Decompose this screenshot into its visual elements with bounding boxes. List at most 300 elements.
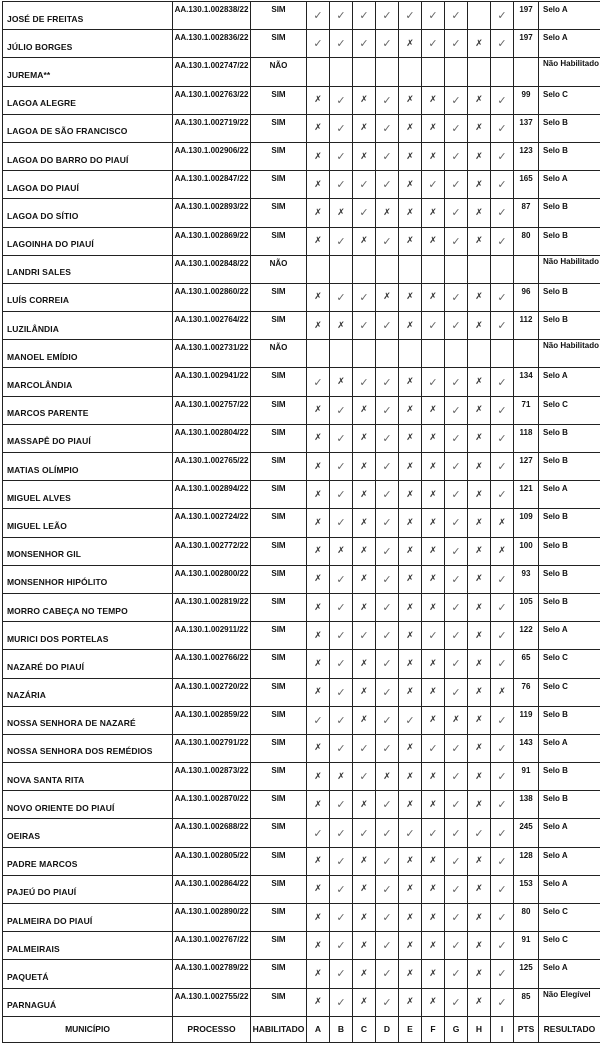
check-icon: ✓	[376, 847, 399, 875]
resultado-cell: Selo A	[539, 171, 600, 199]
municipio-cell: LAGOA ALEGRE	[3, 86, 173, 114]
processo-cell: AA.130.1.002747/22	[173, 58, 251, 86]
pts-cell: 93	[514, 565, 539, 593]
habilitado-cell: SIM	[251, 847, 307, 875]
cross-icon: ✗	[307, 114, 330, 142]
check-icon: ✓	[330, 960, 353, 988]
pts-cell: 125	[514, 960, 539, 988]
table-row	[3, 255, 600, 283]
pts-cell: 87	[514, 199, 539, 227]
pts-cell: 137	[514, 114, 539, 142]
cross-icon: ✗	[307, 142, 330, 170]
criterion-b-empty	[330, 340, 353, 368]
pts-cell: 119	[514, 706, 539, 734]
habilitado-cell: SIM	[251, 30, 307, 58]
check-icon: ✓	[330, 622, 353, 650]
municipio-cell: PARNAGUÁ	[3, 988, 173, 1016]
check-icon: ✓	[445, 114, 468, 142]
cross-icon: ✗	[399, 593, 422, 621]
check-icon: ✓	[422, 30, 445, 58]
pts-cell: 245	[514, 819, 539, 847]
processo-cell: AA.130.1.002911/22	[173, 622, 251, 650]
check-icon: ✓	[422, 2, 445, 30]
cross-icon: ✗	[307, 509, 330, 537]
check-icon: ✓	[330, 481, 353, 509]
cross-icon: ✗	[307, 312, 330, 340]
municipio-cell: PAJEÚ DO PIAUÍ	[3, 875, 173, 903]
check-icon: ✓	[491, 565, 514, 593]
check-icon: ✓	[422, 819, 445, 847]
col-header-e: E	[399, 1016, 422, 1042]
check-icon: ✓	[330, 171, 353, 199]
processo-cell: AA.130.1.002731/22	[173, 340, 251, 368]
cross-icon: ✗	[353, 988, 376, 1016]
check-icon: ✓	[445, 791, 468, 819]
check-icon: ✓	[376, 904, 399, 932]
check-icon: ✓	[376, 424, 399, 452]
check-icon: ✓	[491, 368, 514, 396]
table-row	[3, 509, 600, 537]
cross-icon: ✗	[422, 565, 445, 593]
table-row	[3, 58, 600, 86]
check-icon: ✓	[353, 283, 376, 311]
processo-cell: AA.130.1.002764/22	[173, 312, 251, 340]
municipio-cell: PAQUETÁ	[3, 960, 173, 988]
table-row	[3, 791, 600, 819]
cross-icon: ✗	[307, 932, 330, 960]
habilitado-cell: SIM	[251, 142, 307, 170]
habilitado-cell: SIM	[251, 2, 307, 30]
cross-icon: ✗	[468, 86, 491, 114]
municipio-cell: NOVO ORIENTE DO PIAUÍ	[3, 791, 173, 819]
col-header-processo: PROCESSO	[173, 1016, 251, 1042]
habilitado-cell: SIM	[251, 481, 307, 509]
habilitado-cell: SIM	[251, 199, 307, 227]
cross-icon: ✗	[399, 509, 422, 537]
processo-cell: AA.130.1.002870/22	[173, 791, 251, 819]
cross-icon: ✗	[307, 171, 330, 199]
table-header-row	[3, 1016, 600, 1042]
cross-icon: ✗	[307, 847, 330, 875]
check-icon: ✓	[376, 481, 399, 509]
habilitado-cell: SIM	[251, 791, 307, 819]
check-icon: ✓	[445, 678, 468, 706]
check-icon: ✓	[445, 537, 468, 565]
cross-icon: ✗	[468, 593, 491, 621]
processo-cell: AA.130.1.002763/22	[173, 86, 251, 114]
cross-icon: ✗	[422, 509, 445, 537]
criterion-d-empty	[376, 58, 399, 86]
table-row	[3, 86, 600, 114]
cross-icon: ✗	[353, 142, 376, 170]
cross-icon: ✗	[468, 904, 491, 932]
table-row	[3, 283, 600, 311]
check-icon: ✓	[445, 932, 468, 960]
cross-icon: ✗	[399, 537, 422, 565]
cross-icon: ✗	[399, 847, 422, 875]
municipio-cell: JUREMA**	[3, 58, 173, 86]
table-row	[3, 30, 600, 58]
cross-icon: ✗	[399, 142, 422, 170]
municipio-cell: MARCOS PARENTE	[3, 396, 173, 424]
check-icon: ✓	[491, 791, 514, 819]
check-icon: ✓	[491, 960, 514, 988]
cross-icon: ✗	[376, 199, 399, 227]
cross-icon: ✗	[468, 283, 491, 311]
cross-icon: ✗	[468, 142, 491, 170]
cross-icon: ✗	[468, 481, 491, 509]
cross-icon: ✗	[399, 565, 422, 593]
pts-cell: 118	[514, 424, 539, 452]
cross-icon: ✗	[353, 791, 376, 819]
table-row	[3, 706, 600, 734]
cross-icon: ✗	[399, 932, 422, 960]
check-icon: ✓	[376, 142, 399, 170]
cross-icon: ✗	[422, 875, 445, 903]
check-icon: ✓	[445, 565, 468, 593]
habilitado-cell: SIM	[251, 734, 307, 762]
table-row	[3, 734, 600, 762]
cross-icon: ✗	[422, 593, 445, 621]
processo-cell: AA.130.1.002755/22	[173, 988, 251, 1016]
check-icon: ✓	[491, 481, 514, 509]
cross-icon: ✗	[399, 904, 422, 932]
cross-icon: ✗	[468, 622, 491, 650]
cross-icon: ✗	[353, 227, 376, 255]
processo-cell: AA.130.1.002836/22	[173, 30, 251, 58]
municipio-cell: LAGOA DO PIAUÍ	[3, 171, 173, 199]
pts-cell: 122	[514, 622, 539, 650]
check-icon: ✓	[353, 2, 376, 30]
processo-cell: AA.130.1.002859/22	[173, 706, 251, 734]
check-icon: ✓	[330, 847, 353, 875]
table-row	[3, 650, 600, 678]
cross-icon: ✗	[353, 424, 376, 452]
pts-cell: 76	[514, 678, 539, 706]
criterion-i-empty	[491, 255, 514, 283]
municipio-cell: PALMEIRAIS	[3, 932, 173, 960]
cross-icon: ✗	[353, 650, 376, 678]
processo-cell: AA.130.1.002941/22	[173, 368, 251, 396]
municipio-cell: OEIRAS	[3, 819, 173, 847]
processo-cell: AA.130.1.002791/22	[173, 734, 251, 762]
table-row	[3, 593, 600, 621]
check-icon: ✓	[353, 312, 376, 340]
pts-cell: 128	[514, 847, 539, 875]
check-icon: ✓	[491, 819, 514, 847]
habilitado-cell: NÃO	[251, 340, 307, 368]
col-header-f: F	[422, 1016, 445, 1042]
cross-icon: ✗	[307, 875, 330, 903]
check-icon: ✓	[445, 819, 468, 847]
check-icon: ✓	[307, 2, 330, 30]
habilitado-cell: NÃO	[251, 255, 307, 283]
municipio-cell: PALMEIRA DO PIAUÍ	[3, 904, 173, 932]
check-icon: ✓	[422, 312, 445, 340]
cross-icon: ✗	[353, 114, 376, 142]
cross-icon: ✗	[468, 227, 491, 255]
pts-cell: 91	[514, 932, 539, 960]
cross-icon: ✗	[468, 650, 491, 678]
check-icon: ✓	[307, 368, 330, 396]
cross-icon: ✗	[422, 396, 445, 424]
check-icon: ✓	[445, 171, 468, 199]
municipio-cell: JOSÉ DE FREITAS	[3, 2, 173, 30]
cross-icon: ✗	[307, 904, 330, 932]
cross-icon: ✗	[307, 791, 330, 819]
check-icon: ✓	[445, 875, 468, 903]
check-icon: ✓	[376, 312, 399, 340]
table-row	[3, 678, 600, 706]
processo-cell: AA.130.1.002719/22	[173, 114, 251, 142]
resultado-cell: Selo B	[539, 199, 600, 227]
cross-icon: ✗	[307, 593, 330, 621]
habilitado-cell: SIM	[251, 565, 307, 593]
check-icon: ✓	[445, 650, 468, 678]
cross-icon: ✗	[468, 734, 491, 762]
municipio-cell: MURICI DOS PORTELAS	[3, 622, 173, 650]
processo-cell: AA.130.1.002860/22	[173, 283, 251, 311]
cross-icon: ✗	[307, 396, 330, 424]
cross-icon: ✗	[399, 368, 422, 396]
habilitado-cell: SIM	[251, 368, 307, 396]
check-icon: ✓	[330, 593, 353, 621]
table-row	[3, 453, 600, 481]
resultado-cell: Selo B	[539, 453, 600, 481]
resultado-cell: Selo B	[539, 312, 600, 340]
check-icon: ✓	[422, 734, 445, 762]
cross-icon: ✗	[468, 312, 491, 340]
table-row	[3, 932, 600, 960]
col-header-i: I	[491, 1016, 514, 1042]
check-icon: ✓	[491, 283, 514, 311]
check-icon: ✓	[376, 734, 399, 762]
cross-icon: ✗	[422, 960, 445, 988]
habilitado-cell: NÃO	[251, 58, 307, 86]
cross-icon: ✗	[307, 283, 330, 311]
check-icon: ✓	[353, 171, 376, 199]
cross-icon: ✗	[422, 424, 445, 452]
municipio-cell: JÚLIO BORGES	[3, 30, 173, 58]
cross-icon: ✗	[422, 678, 445, 706]
habilitado-cell: SIM	[251, 678, 307, 706]
cross-icon: ✗	[307, 763, 330, 791]
processo-cell: AA.130.1.002688/22	[173, 819, 251, 847]
cross-icon: ✗	[307, 453, 330, 481]
check-icon: ✓	[330, 396, 353, 424]
habilitado-cell: SIM	[251, 593, 307, 621]
check-icon: ✓	[307, 819, 330, 847]
col-header-b: B	[330, 1016, 353, 1042]
check-icon: ✓	[330, 932, 353, 960]
cross-icon: ✗	[307, 227, 330, 255]
check-icon: ✓	[376, 2, 399, 30]
cross-icon: ✗	[468, 706, 491, 734]
cross-icon: ✗	[422, 650, 445, 678]
resultado-cell: Selo A	[539, 481, 600, 509]
cross-icon: ✗	[468, 932, 491, 960]
cross-icon: ✗	[422, 283, 445, 311]
cross-icon: ✗	[468, 171, 491, 199]
resultado-cell: Selo B	[539, 509, 600, 537]
check-icon: ✓	[491, 932, 514, 960]
cross-icon: ✗	[468, 960, 491, 988]
cross-icon: ✗	[491, 678, 514, 706]
check-icon: ✓	[376, 678, 399, 706]
habilitado-cell: SIM	[251, 622, 307, 650]
cross-icon: ✗	[353, 678, 376, 706]
cross-icon: ✗	[399, 763, 422, 791]
cross-icon: ✗	[353, 481, 376, 509]
cross-icon: ✗	[422, 481, 445, 509]
check-icon: ✓	[399, 819, 422, 847]
cross-icon: ✗	[353, 86, 376, 114]
check-icon: ✓	[330, 2, 353, 30]
cross-icon: ✗	[468, 424, 491, 452]
cross-icon: ✗	[422, 904, 445, 932]
check-icon: ✓	[445, 86, 468, 114]
check-icon: ✓	[491, 650, 514, 678]
resultado-cell: Selo A	[539, 875, 600, 903]
resultado-cell: Selo A	[539, 847, 600, 875]
check-icon: ✓	[330, 227, 353, 255]
pts-cell: 127	[514, 453, 539, 481]
check-icon: ✓	[376, 30, 399, 58]
processo-cell: AA.130.1.002805/22	[173, 847, 251, 875]
check-icon: ✓	[491, 904, 514, 932]
criterion-h-empty	[468, 340, 491, 368]
resultado-cell: Selo A	[539, 960, 600, 988]
criterion-b-empty	[330, 58, 353, 86]
municipio-cell: NOVA SANTA RITA	[3, 763, 173, 791]
check-icon: ✓	[330, 650, 353, 678]
cross-icon: ✗	[399, 199, 422, 227]
municipio-cell: MASSAPÊ DO PIAUÍ	[3, 424, 173, 452]
check-icon: ✓	[376, 960, 399, 988]
check-icon: ✓	[445, 283, 468, 311]
resultado-cell: Selo A	[539, 622, 600, 650]
table-row	[3, 819, 600, 847]
check-icon: ✓	[353, 368, 376, 396]
resultado-cell: Selo B	[539, 114, 600, 142]
criterion-a-empty	[307, 340, 330, 368]
cross-icon: ✗	[307, 960, 330, 988]
pts-cell: 123	[514, 142, 539, 170]
habilitado-cell: SIM	[251, 819, 307, 847]
resultado-cell: Selo A	[539, 734, 600, 762]
check-icon: ✓	[330, 791, 353, 819]
cross-icon: ✗	[307, 565, 330, 593]
col-header-resultado: RESULTADO	[539, 1016, 600, 1042]
cross-icon: ✗	[399, 453, 422, 481]
resultado-cell: Selo B	[539, 706, 600, 734]
pts-cell: 197	[514, 2, 539, 30]
resultado-cell: Não Habilitado	[539, 255, 600, 283]
check-icon: ✓	[445, 142, 468, 170]
resultado-cell: Selo B	[539, 283, 600, 311]
pts-cell: 165	[514, 171, 539, 199]
cross-icon: ✗	[330, 368, 353, 396]
col-header-habilitado: HABILITADO	[251, 1016, 307, 1042]
municipio-cell: MONSENHOR GIL	[3, 537, 173, 565]
cross-icon: ✗	[307, 199, 330, 227]
table-row	[3, 142, 600, 170]
processo-cell: AA.130.1.002864/22	[173, 875, 251, 903]
pts-cell: 197	[514, 30, 539, 58]
cross-icon: ✗	[399, 875, 422, 903]
pts-cell: 99	[514, 86, 539, 114]
resultado-cell: Selo B	[539, 791, 600, 819]
check-icon: ✓	[353, 199, 376, 227]
table-row	[3, 199, 600, 227]
pts-cell	[514, 255, 539, 283]
cross-icon: ✗	[330, 763, 353, 791]
habilitado-cell: SIM	[251, 453, 307, 481]
habilitado-cell: SIM	[251, 904, 307, 932]
cross-icon: ✗	[353, 706, 376, 734]
check-icon: ✓	[491, 86, 514, 114]
municipio-cell: LAGOA DE SÃO FRANCISCO	[3, 114, 173, 142]
habilitado-cell: SIM	[251, 424, 307, 452]
cross-icon: ✗	[353, 960, 376, 988]
table-row	[3, 960, 600, 988]
criterion-c-empty	[353, 255, 376, 283]
table-row	[3, 537, 600, 565]
cross-icon: ✗	[422, 706, 445, 734]
cross-icon: ✗	[399, 650, 422, 678]
check-icon: ✓	[491, 2, 514, 30]
check-icon: ✓	[376, 86, 399, 114]
check-icon: ✓	[376, 650, 399, 678]
pts-cell: 121	[514, 481, 539, 509]
table-row	[3, 340, 600, 368]
processo-cell: AA.130.1.002848/22	[173, 255, 251, 283]
cross-icon: ✗	[399, 481, 422, 509]
cross-icon: ✗	[307, 86, 330, 114]
table-row	[3, 763, 600, 791]
check-icon: ✓	[330, 904, 353, 932]
check-icon: ✓	[330, 114, 353, 142]
check-icon: ✓	[445, 847, 468, 875]
habilitado-cell: SIM	[251, 763, 307, 791]
processo-cell: AA.130.1.002720/22	[173, 678, 251, 706]
processo-cell: AA.130.1.002766/22	[173, 650, 251, 678]
cross-icon: ✗	[399, 622, 422, 650]
municipio-cell: MATIAS OLÍMPIO	[3, 453, 173, 481]
pts-cell: 134	[514, 368, 539, 396]
cross-icon: ✗	[468, 30, 491, 58]
resultado-cell: Selo A	[539, 368, 600, 396]
pts-cell: 91	[514, 763, 539, 791]
check-icon: ✓	[376, 368, 399, 396]
cross-icon: ✗	[399, 396, 422, 424]
check-icon: ✓	[491, 199, 514, 227]
municipio-cell: MIGUEL LEÃO	[3, 509, 173, 537]
criterion-g-empty	[445, 255, 468, 283]
habilitado-cell: SIM	[251, 283, 307, 311]
habilitado-cell: SIM	[251, 875, 307, 903]
col-header-pts: PTS	[514, 1016, 539, 1042]
check-icon: ✓	[491, 622, 514, 650]
table-row	[3, 396, 600, 424]
processo-cell: AA.130.1.002869/22	[173, 227, 251, 255]
check-icon: ✓	[468, 819, 491, 847]
cross-icon: ✗	[353, 565, 376, 593]
cross-icon: ✗	[307, 678, 330, 706]
municipalities-table	[2, 1, 600, 1043]
resultado-cell: Selo B	[539, 537, 600, 565]
cross-icon: ✗	[330, 537, 353, 565]
